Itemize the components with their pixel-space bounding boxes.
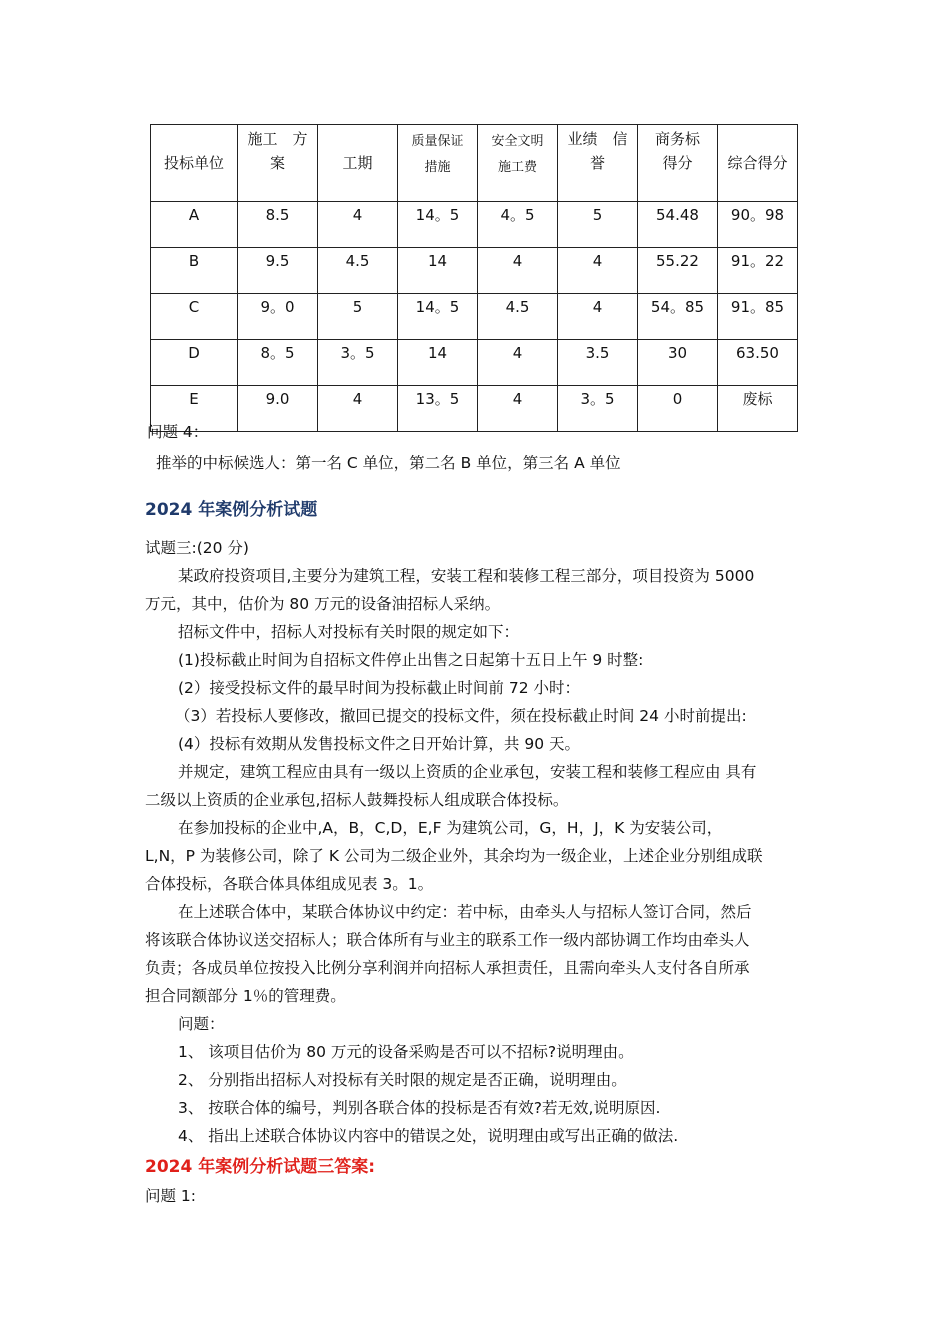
table-cell: 4.5 xyxy=(478,294,558,340)
table-cell: 4 xyxy=(478,386,558,432)
table-cell: 4 xyxy=(318,386,398,432)
table-cell: D xyxy=(151,340,238,386)
table-cell: 9。0 xyxy=(238,294,318,340)
question-4-label: 问题 4： xyxy=(147,423,209,441)
exam-line: 招标文件中，招标人对投标有关时限的规定如下： xyxy=(178,623,520,641)
table-cell: 13。5 xyxy=(398,386,478,432)
table-cell: 4 xyxy=(478,248,558,294)
table-cell: 91。85 xyxy=(718,294,798,340)
header-safety-fee: 安全文明 施工费 xyxy=(478,125,558,202)
header-construction-plan: 施工 方 案 xyxy=(238,125,318,202)
table-header-row xyxy=(151,125,798,202)
header-duration: 工期 xyxy=(318,125,398,202)
exam-line: 合体投标，各联合体具体组成见表 3。1。 xyxy=(145,875,434,893)
table-cell: B xyxy=(151,248,238,294)
table-cell: 90。98 xyxy=(718,202,798,248)
exam-line: 试题三:(20 分) xyxy=(145,539,249,557)
table-row xyxy=(151,386,798,432)
exam-line: 将该联合体协议送交招标人；联合体所有与业主的联系工作一级内部协调工作均由牵头人 xyxy=(145,931,750,949)
exam-line: （3）若投标人要修改，撤回已提交的投标文件，须在投标截止时间 24 小时前提出: xyxy=(175,707,747,725)
table-cell: E xyxy=(151,386,238,432)
table-cell: 14 xyxy=(398,248,478,294)
score-table xyxy=(150,124,798,432)
exam-line: 1、 该项目估价为 80 万元的设备采购是否可以不招标?说明理由。 xyxy=(178,1043,634,1061)
exam-line: 3、 按联合体的编号，判别各联合体的投标是否有效?若无效,说明原因. xyxy=(178,1099,661,1117)
exam-line: 问题： xyxy=(178,1015,225,1033)
table-cell: 5 xyxy=(558,202,638,248)
exam-line: L,N，P 为装修公司，除了 K 公司为二级企业外，其余均为一级企业，上述企业分别组成联 xyxy=(145,847,763,865)
header-total-score: 综合得分 xyxy=(718,125,798,202)
table-cell: 63.50 xyxy=(718,340,798,386)
table-cell: 4 xyxy=(318,202,398,248)
answer-heading: 2024 年案例分析试题三答案: xyxy=(145,1157,376,1177)
header-business-score: 商务标 得分 xyxy=(638,125,718,202)
question-1-label: 问题 1: xyxy=(145,1187,197,1205)
table-cell: 54.48 xyxy=(638,202,718,248)
header-quality-measures: 质量保证 措施 xyxy=(398,125,478,202)
table-cell: 91。22 xyxy=(718,248,798,294)
table-cell: 废标 xyxy=(718,386,798,432)
table-cell: 4。5 xyxy=(478,202,558,248)
exam-line: 并规定，建筑工程应由具有一级以上资质的企业承包，安装工程和装修工程应由 具有 xyxy=(178,763,757,781)
table-cell: 0 xyxy=(638,386,718,432)
table-cell: 9.5 xyxy=(238,248,318,294)
table-cell: 4 xyxy=(558,248,638,294)
table-cell: A xyxy=(151,202,238,248)
exam-heading: 2024 年案例分析试题 xyxy=(145,500,318,520)
table-cell: 54。85 xyxy=(638,294,718,340)
table-cell: 8.5 xyxy=(238,202,318,248)
exam-line: 担合同额部分 1％的管理费。 xyxy=(145,987,346,1005)
exam-line: 2、 分别指出招标人对投标有关时限的规定是否正确，说明理由。 xyxy=(178,1071,627,1089)
table-cell: 14 xyxy=(398,340,478,386)
table-cell: 14。5 xyxy=(398,202,478,248)
exam-line: 万元，其中，估价为 80 万元的设备油招标人采纳。 xyxy=(145,595,501,613)
header-bidder: 投标单位 xyxy=(151,125,238,202)
exam-line: 在上述联合体中，某联合体协议中约定：若中标，由牵头人与招标人签订合同，然后 xyxy=(178,903,752,921)
table-row xyxy=(151,202,798,248)
table-cell: 8。5 xyxy=(238,340,318,386)
table-cell: 3。5 xyxy=(558,386,638,432)
table-row xyxy=(151,294,798,340)
table-cell: 55.22 xyxy=(638,248,718,294)
table-cell: 3。5 xyxy=(318,340,398,386)
table-cell: 9.0 xyxy=(238,386,318,432)
table-cell: 14。5 xyxy=(398,294,478,340)
exam-line: 在参加投标的企业中,A，B，C,D，E,F 为建筑公司，G，H，J，K 为安装公司， xyxy=(178,819,723,837)
question-4-answer: 推举的中标候选人：第一名 C 单位，第二名 B 单位，第三名 A 单位 xyxy=(156,454,621,472)
table-cell: 3.5 xyxy=(558,340,638,386)
exam-line: (4）投标有效期从发售投标文件之日开始计算，共 90 天。 xyxy=(178,735,580,753)
exam-line: 二级以上资质的企业承包,招标人鼓舞投标人组成联合体投标。 xyxy=(145,791,569,809)
table-cell: 4 xyxy=(478,340,558,386)
exam-line: 负责；各成员单位按投入比例分享利润并向招标人承担责任，且需向牵头人支付各自所承 xyxy=(145,959,750,977)
table-row xyxy=(151,248,798,294)
exam-line: (2）接受投标文件的最早时间为投标截止时间前 72 小时： xyxy=(178,679,580,697)
table-cell: 4 xyxy=(558,294,638,340)
table-cell: C xyxy=(151,294,238,340)
table-cell: 4.5 xyxy=(318,248,398,294)
table-cell: 30 xyxy=(638,340,718,386)
exam-line: (1)投标截止时间为自招标文件停止出售之日起第十五日上午 9 时整: xyxy=(178,651,644,669)
exam-line: 4、 指出上述联合体协议内容中的错误之处，说明理由或写出正确的做法. xyxy=(178,1127,679,1145)
table-cell: 5 xyxy=(318,294,398,340)
header-performance: 业绩 信 誉 xyxy=(558,125,638,202)
exam-line: 某政府投资项目,主要分为建筑工程，安装工程和装修工程三部分，项目投资为 5000 xyxy=(178,567,755,585)
table-row xyxy=(151,340,798,386)
